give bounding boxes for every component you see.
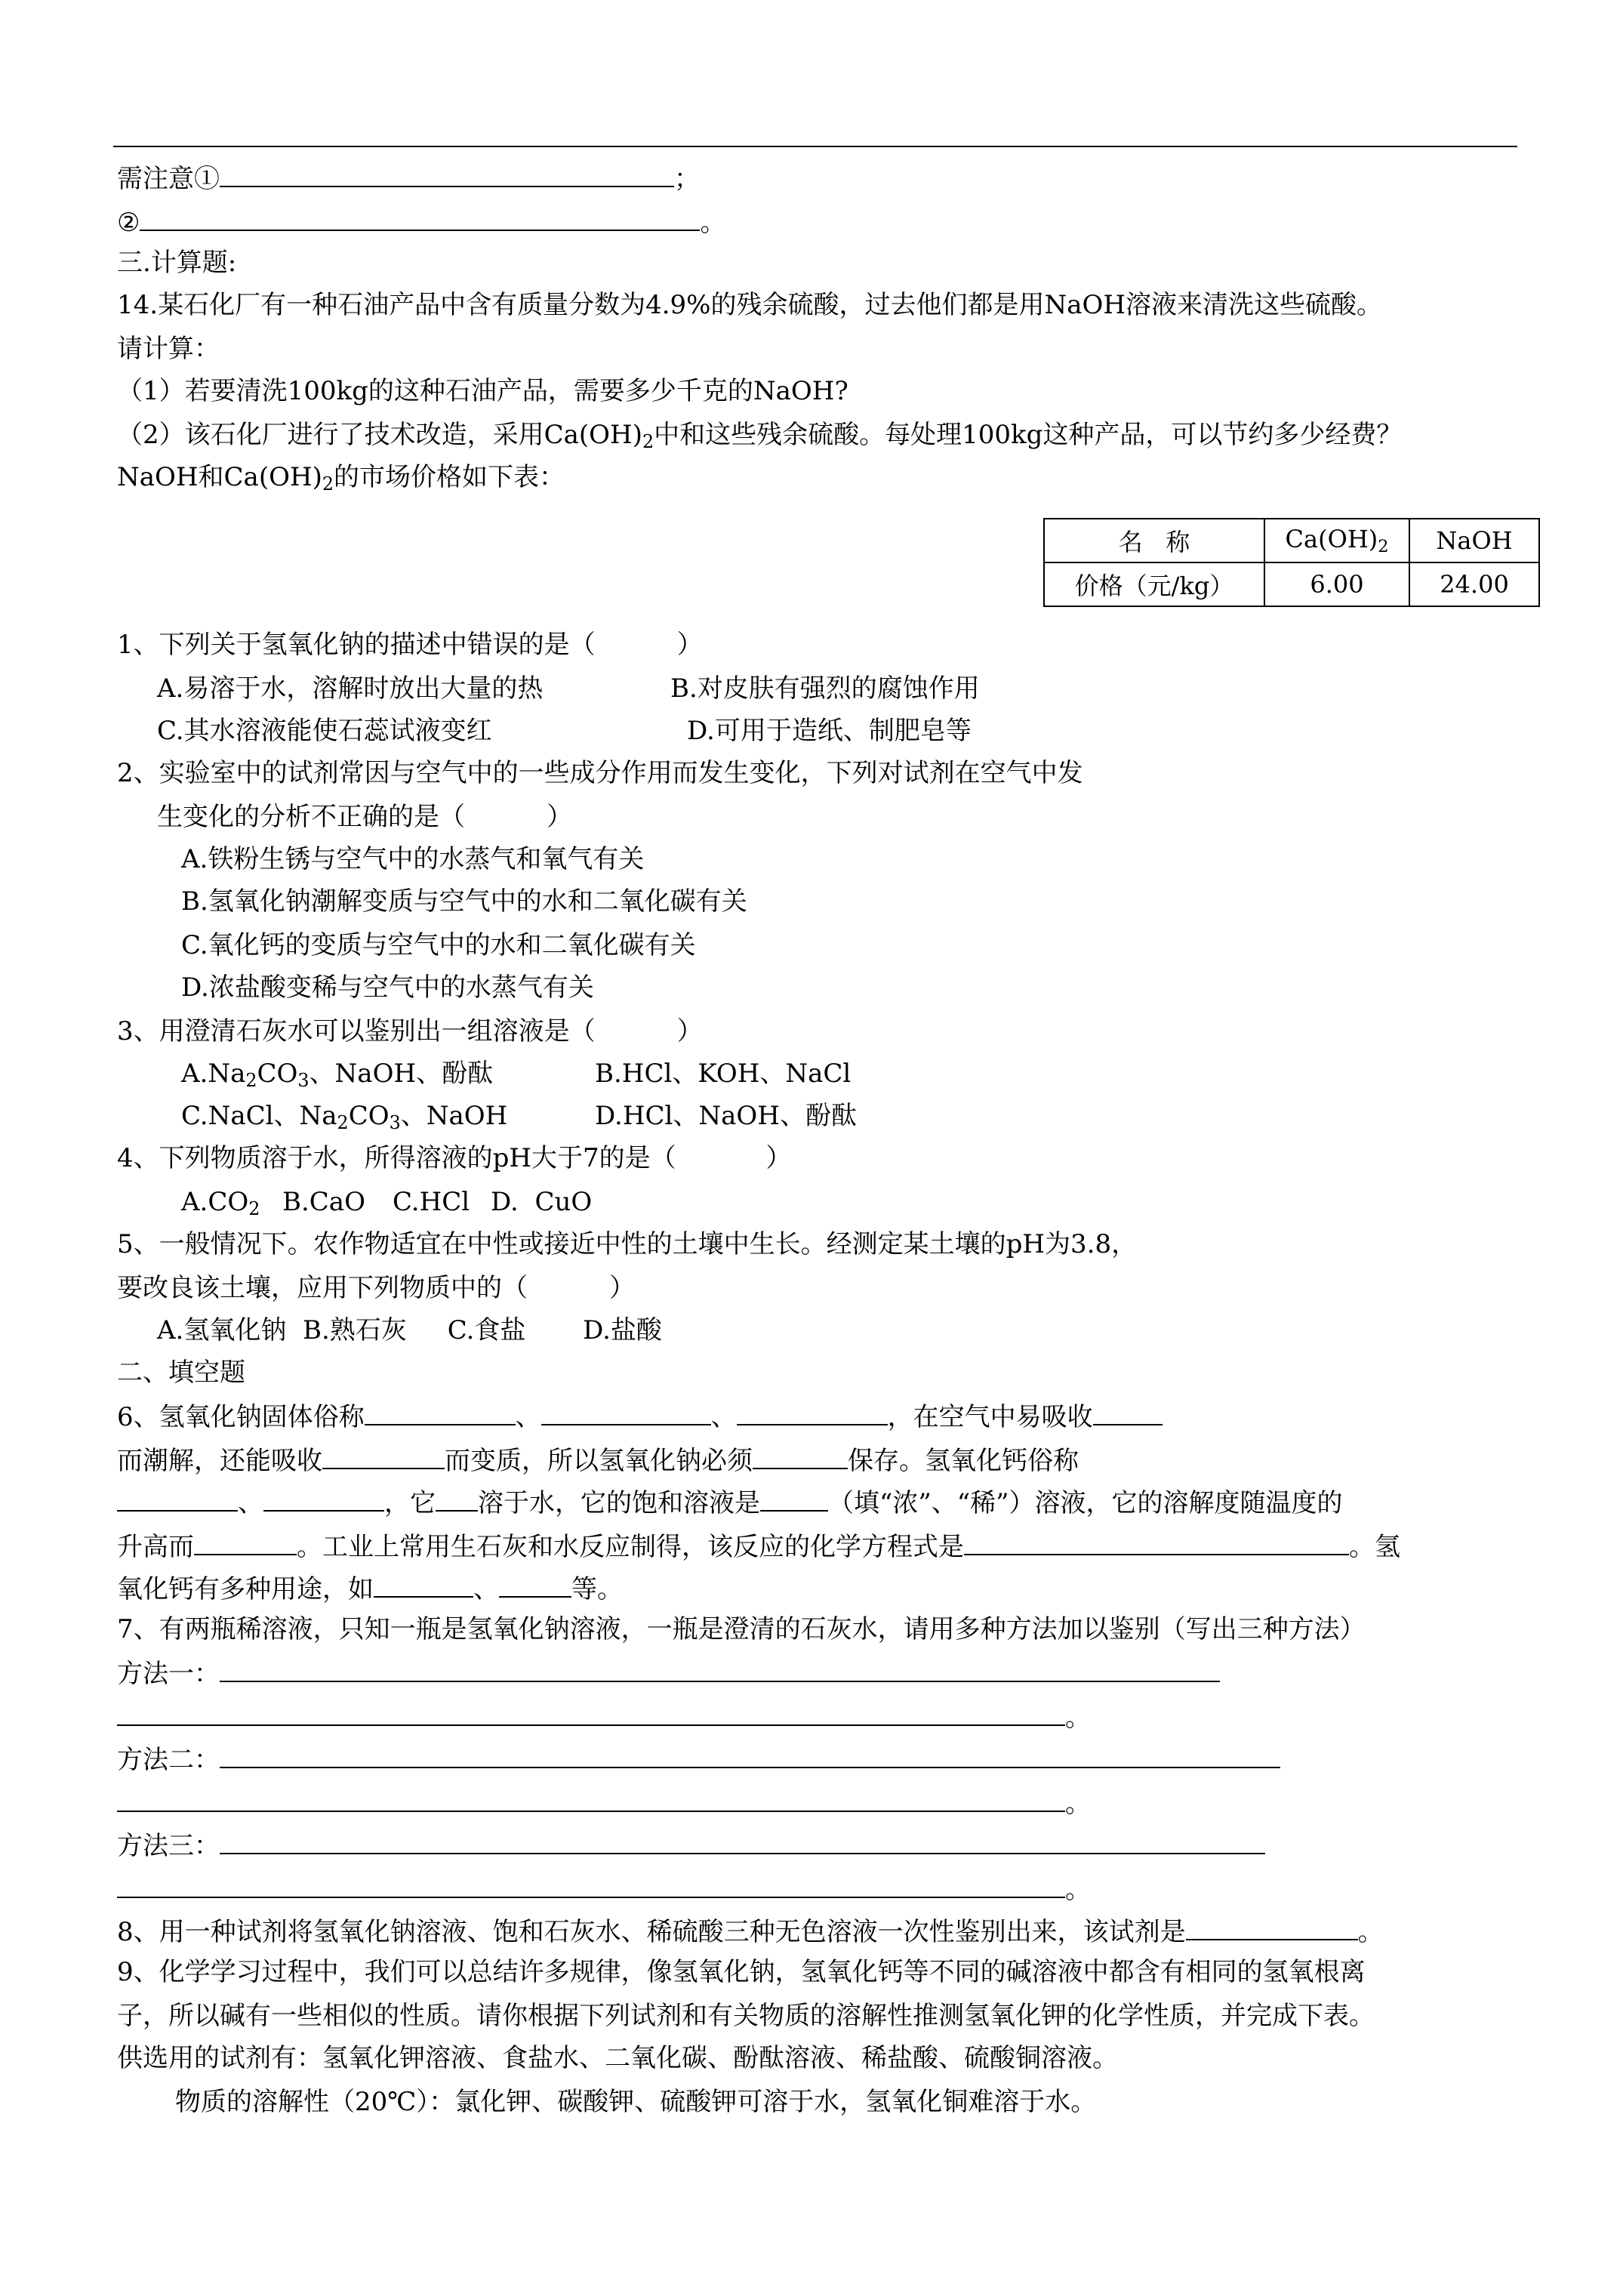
q8-stem: 8、用一种试剂将氢氧化钠溶液、饱和石灰水、稀硫酸三种无色溶液一次性鉴别出来，该试剂是 。 (117, 1913, 1384, 1949)
q4-option-c: C.HCl (393, 1187, 470, 1217)
q2-stem-1: 2、实验室中的试剂常因与空气中的一些成分作用而发生变化，下列对试剂在空气中发 (117, 758, 1083, 788)
q7-stem: 7、有两瓶稀溶液，只知一瓶是氢氧化钠溶液，一瓶是澄清的石灰水，请用多种方法加以鉴别（写出三种方法） (117, 1614, 1366, 1644)
q6-blank-11[interactable] (194, 1528, 297, 1555)
q2-option-d: D.浓盐酸变稀与空气中的水蒸气有关 (181, 972, 594, 1003)
q9-line-1: 9、化学学习过程中，我们可以总结许多规律，像氢氧化钠，氢氧化钙等不同的碱溶液中都含有相同的氢氧根离 (117, 1957, 1366, 1987)
q1-option-a: A.易溶于水，溶解时放出大量的热 (157, 673, 544, 704)
q14-line-2: 请计算： (117, 334, 220, 364)
section-3-title: 三.计算题: (117, 248, 237, 278)
q6-blank-13[interactable] (374, 1570, 473, 1598)
note-blank-2[interactable] (140, 204, 700, 231)
note-line-1: 需注意① ； (117, 160, 700, 196)
q6-blank-4[interactable] (1093, 1398, 1163, 1425)
price-table-header-row (1044, 519, 1539, 562)
q6-line-3: 、 ，它 溶于水，它的饱和溶液是 （填“浓”、“稀”）溶液，它的溶解度随温度的 (117, 1484, 1343, 1520)
q6-blank-2[interactable] (541, 1398, 711, 1425)
q9-line-3: 供选用的试剂有：氢氧化钾溶液、食盐水、二氧化碳、酚酞溶液、稀盐酸、硫酸铜溶液。 (117, 2043, 1118, 2073)
note-line-2: ② 。 (117, 204, 725, 239)
q9-line-2: 子，所以碱有一些相似的性质。请你根据下列试剂和有关物质的溶解性推测氢氧化钾的化学性质，并完成下表。 (117, 2001, 1375, 2031)
q3-option-b: B.HCl、KOH、NaCl (595, 1059, 852, 1089)
q7-method-2: 方法二： (117, 1741, 1280, 1777)
q7-method-3: 方法三： (117, 1827, 1265, 1863)
q6-blank-3[interactable] (737, 1398, 888, 1425)
q4-option-a: $A.CO_2$ (181, 1187, 260, 1219)
q1-option-b: B.对皮肤有强烈的腐蚀作用 (670, 673, 980, 704)
q1-option-d: D.可用于造纸、制肥皂等 (687, 716, 972, 746)
top-rule (113, 146, 1517, 147)
q7-method-2-cont: 。 (117, 1785, 1091, 1820)
q6-line-4: 升高而 。工业上常用生石灰和水反应制得，该反应的化学方程式是 。氢 (117, 1528, 1400, 1564)
price-table-row-label: 价格（元/kg） (1044, 562, 1264, 606)
q7-method-1-blank[interactable] (220, 1655, 1220, 1682)
q6-blank-6[interactable] (753, 1442, 848, 1469)
q2-stem-2: 生变化的分析不正确的是（ ） (157, 802, 573, 832)
q6-blank-12[interactable] (964, 1528, 1349, 1555)
q2-option-c: C.氧化钙的变质与空气中的水和二氧化碳有关 (181, 930, 696, 960)
price-table (1043, 518, 1540, 607)
q6-blank-7[interactable] (117, 1484, 238, 1512)
q14-part-1: （1）若要清洗100kg的这种石油产品，需要多少千克的NaOH? (117, 376, 848, 406)
q7-method-1-blank-2[interactable] (117, 1699, 1065, 1726)
q1-stem: 1、下列关于氢氧化钠的描述中错误的是（ ） (117, 630, 703, 660)
q7-method-1-cont: 。 (117, 1699, 1091, 1734)
q7-method-3-blank[interactable] (220, 1827, 1265, 1854)
q7-method-3-blank-2[interactable] (117, 1871, 1065, 1898)
q3-option-d: D.HCl、NaOH、酚酞 (595, 1101, 857, 1131)
price-naoh: 24.00 (1409, 562, 1539, 606)
section-2-title: 二、填空题 (117, 1358, 245, 1388)
q7-method-1: 方法一： (117, 1655, 1220, 1690)
q3-option-a: $A.Na_2CO_3$、NaOH、酚酞 (181, 1059, 494, 1091)
note-blank-1[interactable] (220, 160, 674, 187)
q5-stem-1: 5、一般情况下。农作物适宜在中性或接近中性的土壤中生长。经测定某土壤的pH为3.8， (117, 1229, 1138, 1259)
q3-stem: 3、用澄清石灰水可以鉴别出一组溶液是（ ） (117, 1016, 703, 1046)
q6-blank-9[interactable] (436, 1484, 478, 1512)
q6-blank-14[interactable] (499, 1570, 571, 1598)
q14-line-5: NaOH和$Ca(OH)_2$的市场价格如下表： (117, 462, 565, 495)
q5-stem-2: 要改良该土壤，应用下列物质中的（ ） (117, 1273, 636, 1303)
q1-option-c: C.其水溶液能使石蕊试液变红 (157, 716, 492, 746)
price-table-header-naoh: NaOH (1409, 519, 1539, 562)
q8-blank[interactable] (1186, 1913, 1358, 1940)
q4-option-b: B.CaO (282, 1187, 365, 1217)
q2-option-a: A.铁粉生锈与空气中的水蒸气和氧气有关 (181, 844, 645, 874)
q4-option-d: D. CuO (491, 1187, 593, 1217)
q14-part-2: （2）该石化厂进行了技术改造，采用$Ca(OH)_2$中和这些残余硫酸。每处理100kg这种产品，可以节约多少经费？ (117, 420, 1403, 452)
q7-method-3-cont: 。 (117, 1871, 1091, 1906)
q6-blank-8[interactable] (263, 1484, 384, 1512)
price-caoh2: 6.00 (1264, 562, 1409, 606)
q9-line-4: 物质的溶解性（20℃）：氯化钾、碳酸钾、硫酸钾可溶于水，氢氧化铜难溶于水。 (175, 2087, 1097, 2117)
q6-blank-1[interactable] (365, 1398, 516, 1425)
q6-blank-5[interactable] (322, 1442, 445, 1469)
q6-blank-10[interactable] (760, 1484, 828, 1512)
q4-stem: 4、下列物质溶于水，所得溶液的pH大于7的是（ ） (117, 1143, 792, 1173)
q5-options: A.氢氧化钠 B.熟石灰 C.食盐 D.盐酸 (157, 1315, 662, 1345)
q7-method-2-blank-2[interactable] (117, 1785, 1065, 1812)
price-table-price-row (1044, 562, 1539, 606)
q6-line-5: 氧化钙有多种用途，如 、 等。 (117, 1570, 623, 1606)
q14-line-1: 14.某石化厂有一种石油产品中含有质量分数为4.9%的残余硫酸，过去他们都是用NaOH溶液来清洗这些硫酸。 (117, 290, 1382, 320)
q6-line-1: 6、氢氧化钠固体俗称 、 、 ，在空气中易吸收 (117, 1398, 1163, 1434)
q3-option-c: C.NaCl、$Na_2CO_3$、NaOH (181, 1101, 508, 1133)
q7-method-2-blank[interactable] (220, 1741, 1280, 1768)
q6-line-2: 而潮解，还能吸收 而变质，所以氢氧化钠必须 保存。氢氧化钙俗称 (117, 1442, 1079, 1478)
price-table-header-name: 名 称 (1044, 519, 1264, 562)
q2-option-b: B.氢氧化钠潮解变质与空气中的水和二氧化碳有关 (181, 886, 747, 917)
price-table-header-caoh2: $Ca(OH)_2$ (1264, 519, 1409, 562)
